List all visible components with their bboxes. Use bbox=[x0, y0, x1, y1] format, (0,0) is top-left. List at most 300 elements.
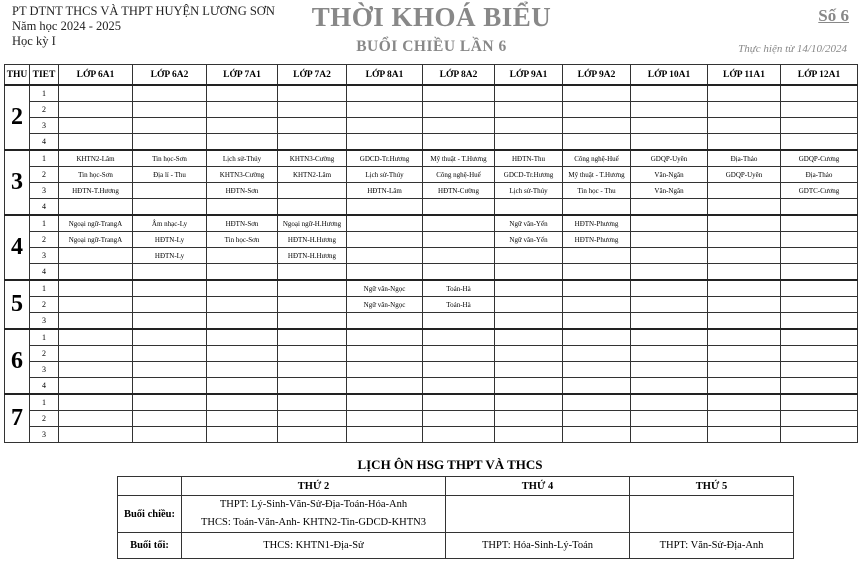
schedule-cell bbox=[708, 215, 781, 232]
schedule-cell bbox=[631, 199, 708, 216]
period-number: 1 bbox=[30, 394, 59, 411]
schedule-cell bbox=[133, 313, 207, 330]
schedule-cell bbox=[423, 118, 495, 134]
schedule-cell bbox=[347, 313, 423, 330]
schedule-cell: HĐTN-Thu bbox=[495, 150, 563, 167]
schedule-cell bbox=[781, 118, 858, 134]
schedule-cell: Ngữ văn-Yến bbox=[495, 232, 563, 248]
schedule-cell bbox=[278, 297, 347, 313]
schedule-cell bbox=[133, 280, 207, 297]
schedule-cell bbox=[708, 102, 781, 118]
day-label: 4 bbox=[5, 215, 30, 280]
schedule-cell bbox=[133, 411, 207, 427]
header-class: LỚP 6A1 bbox=[59, 65, 133, 86]
period-number: 2 bbox=[30, 232, 59, 248]
schedule-cell: Công nghệ-Huế bbox=[563, 150, 631, 167]
schedule-cell bbox=[708, 134, 781, 151]
hsg-header: THỨ 2 bbox=[182, 477, 446, 496]
header-class: LỚP 10A1 bbox=[631, 65, 708, 86]
schedule-cell bbox=[59, 427, 133, 443]
table-row bbox=[5, 362, 858, 378]
schedule-cell: HĐTN-Ly bbox=[133, 232, 207, 248]
schedule-cell bbox=[631, 329, 708, 346]
schedule-cell bbox=[423, 313, 495, 330]
schedule-cell bbox=[423, 199, 495, 216]
schedule-cell bbox=[278, 394, 347, 411]
hsg-corner bbox=[118, 477, 182, 496]
schedule-cell bbox=[631, 427, 708, 443]
schedule-cell: GDQP-Cương bbox=[781, 150, 858, 167]
hsg-cell: THCS: KHTN1-Địa-Sử bbox=[182, 533, 446, 559]
schedule-cell bbox=[278, 118, 347, 134]
schedule-cell bbox=[278, 362, 347, 378]
schedule-cell bbox=[278, 85, 347, 102]
schedule-cell: HĐTN-Cường bbox=[423, 183, 495, 199]
schedule-cell bbox=[59, 134, 133, 151]
schedule-cell bbox=[133, 346, 207, 362]
schedule-cell: GDQP-Uyên bbox=[631, 150, 708, 167]
hsg-row-label: Buổi tối: bbox=[118, 533, 182, 559]
schedule-cell bbox=[708, 85, 781, 102]
table-row bbox=[5, 313, 858, 330]
schedule-cell: HĐTN-Phương bbox=[563, 232, 631, 248]
schedule-cell bbox=[347, 264, 423, 281]
header-class: LỚP 7A1 bbox=[207, 65, 278, 86]
schedule-cell bbox=[495, 313, 563, 330]
period-number: 2 bbox=[30, 297, 59, 313]
schedule-cell bbox=[708, 297, 781, 313]
table-row bbox=[5, 346, 858, 362]
schedule-cell bbox=[708, 427, 781, 443]
schedule-cell: Địa-Thảo bbox=[708, 150, 781, 167]
schedule-cell bbox=[347, 118, 423, 134]
header-class: LỚP 6A2 bbox=[133, 65, 207, 86]
schedule-cell bbox=[781, 346, 858, 362]
period-number: 4 bbox=[30, 378, 59, 395]
hsg-row-afternoon bbox=[118, 496, 794, 533]
schedule-cell bbox=[708, 411, 781, 427]
schedule-cell bbox=[207, 427, 278, 443]
schedule-cell: KHTN2-Lâm bbox=[59, 150, 133, 167]
schedule-cell bbox=[423, 215, 495, 232]
header-day: THU bbox=[5, 65, 30, 86]
header-class: LỚP 8A1 bbox=[347, 65, 423, 86]
schedule-cell bbox=[708, 346, 781, 362]
schedule-cell bbox=[563, 134, 631, 151]
schedule-cell bbox=[423, 248, 495, 264]
schedule-cell bbox=[495, 411, 563, 427]
schedule-cell bbox=[563, 394, 631, 411]
schedule-cell bbox=[207, 362, 278, 378]
schedule-cell bbox=[347, 215, 423, 232]
hsg-row-label: Buổi chiều: bbox=[118, 496, 182, 533]
schedule-cell bbox=[423, 329, 495, 346]
schedule-cell bbox=[423, 134, 495, 151]
schedule-cell bbox=[708, 394, 781, 411]
period-number: 4 bbox=[30, 264, 59, 281]
schedule-cell bbox=[495, 102, 563, 118]
schedule-cell: HĐTN-Lâm bbox=[347, 183, 423, 199]
schedule-cell bbox=[423, 102, 495, 118]
day-label: 2 bbox=[5, 85, 30, 150]
schedule-cell bbox=[781, 329, 858, 346]
period-number: 2 bbox=[30, 167, 59, 183]
schedule-cell bbox=[207, 313, 278, 330]
schedule-cell bbox=[207, 394, 278, 411]
schedule-cell bbox=[59, 264, 133, 281]
schedule-cell bbox=[631, 102, 708, 118]
schedule-cell bbox=[207, 248, 278, 264]
schedule-cell bbox=[278, 427, 347, 443]
schedule-cell: Văn-Ngân bbox=[631, 183, 708, 199]
schedule-cell: Ngữ văn-Ngọc bbox=[347, 280, 423, 297]
schedule-cell bbox=[423, 411, 495, 427]
period-number: 1 bbox=[30, 150, 59, 167]
schedule-cell: Tin học-Sơn bbox=[133, 150, 207, 167]
schedule-cell bbox=[207, 118, 278, 134]
schedule-cell bbox=[347, 411, 423, 427]
schedule-cell bbox=[133, 85, 207, 102]
schedule-cell: Ngoại ngữ-TrangA bbox=[59, 215, 133, 232]
schedule-cell: HĐTN-Ly bbox=[133, 248, 207, 264]
schedule-cell: GDQP-Uyên bbox=[708, 167, 781, 183]
schedule-cell bbox=[423, 378, 495, 395]
schedule-cell bbox=[563, 280, 631, 297]
schedule-cell bbox=[781, 362, 858, 378]
table-row bbox=[5, 297, 858, 313]
schedule-cell: HĐTN-H.Hương bbox=[278, 232, 347, 248]
document-number: Số 6 bbox=[818, 6, 849, 25]
schedule-cell bbox=[563, 102, 631, 118]
schedule-cell bbox=[278, 411, 347, 427]
schedule-cell bbox=[495, 248, 563, 264]
schedule-cell bbox=[207, 280, 278, 297]
schedule-cell bbox=[133, 134, 207, 151]
schedule-cell bbox=[781, 411, 858, 427]
schedule-cell bbox=[207, 199, 278, 216]
table-row bbox=[5, 199, 858, 216]
table-row bbox=[5, 329, 858, 346]
schedule-cell: Tin học - Thu bbox=[563, 183, 631, 199]
timetable-body bbox=[5, 85, 858, 443]
schedule-cell bbox=[423, 85, 495, 102]
schedule-cell: Địa-Thảo bbox=[781, 167, 858, 183]
schedule-cell bbox=[133, 378, 207, 395]
schedule-cell bbox=[495, 280, 563, 297]
table-row bbox=[5, 232, 858, 248]
schedule-cell bbox=[495, 134, 563, 151]
schedule-cell bbox=[423, 394, 495, 411]
schedule-cell bbox=[495, 85, 563, 102]
header-class: LỚP 12A1 bbox=[781, 65, 858, 86]
period-number: 4 bbox=[30, 199, 59, 216]
schedule-cell bbox=[781, 297, 858, 313]
period-number: 3 bbox=[30, 248, 59, 264]
schedule-cell bbox=[207, 134, 278, 151]
schedule-cell bbox=[495, 394, 563, 411]
schedule-cell bbox=[423, 362, 495, 378]
schedule-cell bbox=[207, 85, 278, 102]
schedule-cell bbox=[495, 118, 563, 134]
schedule-cell bbox=[563, 362, 631, 378]
table-row bbox=[5, 264, 858, 281]
header-class: LỚP 7A2 bbox=[278, 65, 347, 86]
schedule-cell bbox=[563, 411, 631, 427]
schedule-cell: Lịch sử-Thúy bbox=[207, 150, 278, 167]
schedule-cell bbox=[278, 199, 347, 216]
schedule-cell bbox=[347, 378, 423, 395]
schedule-cell: GDCD-Tr.Hương bbox=[495, 167, 563, 183]
schedule-cell bbox=[59, 313, 133, 330]
day-label: 7 bbox=[5, 394, 30, 443]
schedule-cell: Văn-Ngân bbox=[631, 167, 708, 183]
schedule-cell: HĐTN-T.Hương bbox=[59, 183, 133, 199]
schedule-cell bbox=[495, 427, 563, 443]
schedule-cell bbox=[631, 297, 708, 313]
period-number: 2 bbox=[30, 411, 59, 427]
schedule-cell bbox=[781, 85, 858, 102]
schedule-cell: HĐTN-H.Hương bbox=[278, 248, 347, 264]
table-row bbox=[5, 167, 858, 183]
timetable bbox=[4, 64, 858, 443]
schedule-cell bbox=[347, 427, 423, 443]
schedule-cell bbox=[59, 411, 133, 427]
day-label: 3 bbox=[5, 150, 30, 215]
period-number: 2 bbox=[30, 102, 59, 118]
schedule-cell bbox=[133, 297, 207, 313]
schedule-cell bbox=[563, 346, 631, 362]
schedule-cell bbox=[631, 362, 708, 378]
schedule-cell: Toán-Hà bbox=[423, 280, 495, 297]
schedule-cell: HĐTN-Phương bbox=[563, 215, 631, 232]
table-row bbox=[5, 280, 858, 297]
schedule-cell: Tin học-Sơn bbox=[207, 232, 278, 248]
schedule-cell bbox=[278, 329, 347, 346]
table-row bbox=[5, 118, 858, 134]
schedule-cell bbox=[631, 118, 708, 134]
school-year: Năm học 2024 - 2025 bbox=[12, 19, 122, 33]
header-class: LỚP 9A2 bbox=[563, 65, 631, 86]
schedule-cell bbox=[495, 329, 563, 346]
hsg-cell bbox=[630, 496, 794, 533]
schedule-cell: Lịch sử-Thúy bbox=[495, 183, 563, 199]
schedule-cell bbox=[495, 346, 563, 362]
schedule-cell bbox=[278, 183, 347, 199]
table-row bbox=[5, 427, 858, 443]
hsg-cell bbox=[182, 496, 446, 533]
schedule-cell bbox=[423, 346, 495, 362]
table-row bbox=[5, 102, 858, 118]
schedule-cell bbox=[278, 102, 347, 118]
schedule-cell bbox=[278, 378, 347, 395]
schedule-cell bbox=[347, 199, 423, 216]
schedule-cell bbox=[207, 329, 278, 346]
schedule-cell bbox=[781, 134, 858, 151]
table-row bbox=[5, 248, 858, 264]
header-class: LỚP 9A1 bbox=[495, 65, 563, 86]
schedule-cell bbox=[207, 346, 278, 362]
schedule-cell bbox=[708, 248, 781, 264]
schedule-cell bbox=[133, 199, 207, 216]
table-row bbox=[5, 134, 858, 151]
schedule-cell bbox=[563, 378, 631, 395]
schedule-cell: Công nghệ-Huế bbox=[423, 167, 495, 183]
schedule-cell bbox=[59, 394, 133, 411]
schedule-cell bbox=[563, 297, 631, 313]
table-row bbox=[5, 378, 858, 395]
period-number: 3 bbox=[30, 118, 59, 134]
schedule-cell bbox=[423, 264, 495, 281]
schedule-cell: Ngữ văn-Ngọc bbox=[347, 297, 423, 313]
schedule-cell bbox=[347, 394, 423, 411]
page-subtitle: BUỔI CHIỀU LẦN 6 bbox=[356, 38, 507, 55]
schedule-cell: Mỹ thuật - T.Hương bbox=[423, 150, 495, 167]
header-period: TIET bbox=[30, 65, 59, 86]
hsg-cell-line: THPT: Lý-Sinh-Văn-Sử-Địa-Toán-Hóa-Anh bbox=[219, 499, 408, 510]
hsg-header-row bbox=[118, 477, 794, 496]
hsg-header: THỨ 4 bbox=[446, 477, 630, 496]
period-number: 3 bbox=[30, 427, 59, 443]
schedule-cell bbox=[563, 313, 631, 330]
table-row bbox=[5, 215, 858, 232]
schedule-cell: Ngữ văn-Yến bbox=[495, 215, 563, 232]
schedule-cell bbox=[278, 346, 347, 362]
hsg-title: LỊCH ÔN HSG THPT VÀ THCS bbox=[357, 457, 543, 472]
schedule-cell bbox=[347, 362, 423, 378]
schedule-cell bbox=[563, 427, 631, 443]
schedule-cell: HĐTN-Sơn bbox=[207, 183, 278, 199]
schedule-cell bbox=[278, 313, 347, 330]
table-row bbox=[5, 394, 858, 411]
day-label: 5 bbox=[5, 280, 30, 329]
schedule-cell: Toán-Hà bbox=[423, 297, 495, 313]
schedule-cell bbox=[133, 183, 207, 199]
hsg-cell bbox=[446, 496, 630, 533]
schedule-cell bbox=[708, 378, 781, 395]
schedule-cell bbox=[631, 280, 708, 297]
schedule-cell bbox=[631, 313, 708, 330]
schedule-cell bbox=[59, 280, 133, 297]
schedule-cell bbox=[631, 378, 708, 395]
schedule-cell bbox=[781, 215, 858, 232]
schedule-cell: KHTN2-Lâm bbox=[278, 167, 347, 183]
schedule-cell bbox=[708, 264, 781, 281]
schedule-cell: Mỹ thuật - T.Hương bbox=[563, 167, 631, 183]
schedule-cell bbox=[59, 199, 133, 216]
hsg-row-evening bbox=[118, 533, 794, 559]
schedule-cell bbox=[781, 378, 858, 395]
table-row bbox=[5, 85, 858, 102]
schedule-cell bbox=[59, 378, 133, 395]
schedule-cell bbox=[278, 264, 347, 281]
schedule-cell bbox=[781, 427, 858, 443]
schedule-cell bbox=[207, 264, 278, 281]
schedule-cell bbox=[631, 134, 708, 151]
schedule-cell bbox=[59, 297, 133, 313]
schedule-cell bbox=[133, 329, 207, 346]
day-label: 6 bbox=[5, 329, 30, 394]
schedule-cell bbox=[133, 362, 207, 378]
schedule-cell bbox=[59, 346, 133, 362]
schedule-cell bbox=[59, 362, 133, 378]
schedule-cell bbox=[708, 329, 781, 346]
schedule-cell bbox=[631, 394, 708, 411]
schedule-cell bbox=[347, 85, 423, 102]
schedule-cell bbox=[207, 378, 278, 395]
timetable-header-row bbox=[5, 65, 858, 86]
schedule-cell bbox=[495, 297, 563, 313]
schedule-cell bbox=[708, 118, 781, 134]
schedule-cell bbox=[495, 362, 563, 378]
schedule-cell: Ngoại ngữ-TrangA bbox=[59, 232, 133, 248]
schedule-cell bbox=[781, 248, 858, 264]
schedule-cell bbox=[708, 362, 781, 378]
period-number: 3 bbox=[30, 183, 59, 199]
period-number: 1 bbox=[30, 215, 59, 232]
period-number: 1 bbox=[30, 329, 59, 346]
schedule-cell bbox=[563, 85, 631, 102]
schedule-cell: KHTN3-Cường bbox=[207, 167, 278, 183]
table-row bbox=[5, 150, 858, 167]
hsg-schedule bbox=[117, 476, 794, 559]
schedule-cell bbox=[495, 378, 563, 395]
schedule-cell bbox=[563, 118, 631, 134]
semester: Học kỳ I bbox=[12, 34, 56, 48]
schedule-cell bbox=[133, 118, 207, 134]
schedule-cell bbox=[631, 85, 708, 102]
hsg-cell: THPT: Văn-Sử-Địa-Anh bbox=[630, 533, 794, 559]
schedule-cell: Âm nhạc-Ly bbox=[133, 215, 207, 232]
schedule-cell bbox=[133, 102, 207, 118]
schedule-cell bbox=[781, 264, 858, 281]
period-number: 3 bbox=[30, 313, 59, 330]
schedule-cell bbox=[495, 264, 563, 281]
schedule-cell bbox=[278, 134, 347, 151]
schedule-cell bbox=[781, 280, 858, 297]
schedule-cell bbox=[347, 102, 423, 118]
schedule-cell bbox=[133, 264, 207, 281]
period-number: 2 bbox=[30, 346, 59, 362]
schedule-cell bbox=[207, 102, 278, 118]
period-number: 1 bbox=[30, 280, 59, 297]
schedule-cell bbox=[631, 215, 708, 232]
schedule-cell bbox=[781, 199, 858, 216]
schedule-cell bbox=[423, 427, 495, 443]
schedule-cell bbox=[347, 232, 423, 248]
schedule-cell bbox=[423, 232, 495, 248]
schedule-cell bbox=[708, 313, 781, 330]
schedule-cell bbox=[347, 346, 423, 362]
schedule-cell bbox=[708, 183, 781, 199]
period-number: 3 bbox=[30, 362, 59, 378]
period-number: 4 bbox=[30, 134, 59, 151]
schedule-cell bbox=[59, 85, 133, 102]
page-title: THỜI KHOÁ BIỂU bbox=[311, 2, 552, 32]
schedule-cell bbox=[59, 329, 133, 346]
schedule-cell: Lịch sử-Thúy bbox=[347, 167, 423, 183]
schedule-cell bbox=[708, 232, 781, 248]
schedule-cell bbox=[781, 394, 858, 411]
schedule-cell bbox=[59, 102, 133, 118]
schedule-cell: Địa lí - Thu bbox=[133, 167, 207, 183]
schedule-cell bbox=[495, 199, 563, 216]
schedule-cell bbox=[563, 199, 631, 216]
schedule-cell bbox=[59, 248, 133, 264]
schedule-cell bbox=[708, 199, 781, 216]
schedule-cell bbox=[347, 248, 423, 264]
schedule-cell bbox=[133, 394, 207, 411]
table-row bbox=[5, 411, 858, 427]
